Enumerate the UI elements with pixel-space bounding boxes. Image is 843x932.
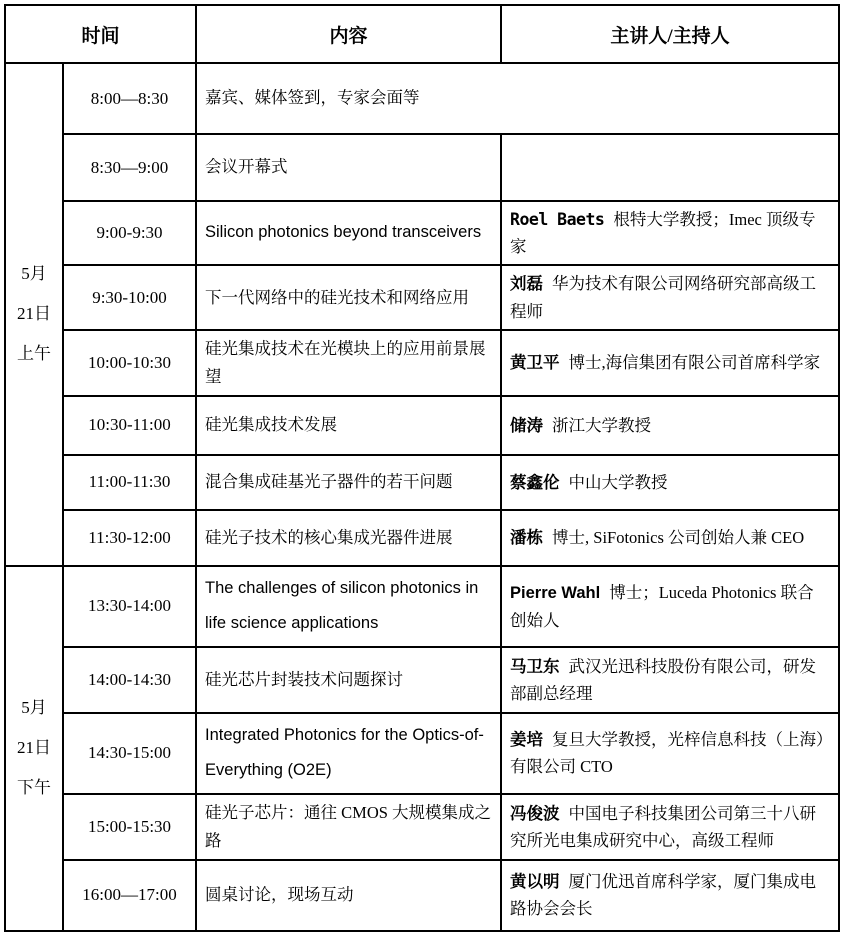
content-cell: 会议开幕式	[196, 134, 501, 201]
content-cell: 圆桌讨论，现场互动	[196, 860, 501, 931]
speaker-desc: 博士,海信集团有限公司首席科学家	[568, 353, 821, 373]
date-line: 下午	[17, 778, 51, 798]
content-cell: 硅光芯片封装技术问题探讨	[196, 647, 501, 713]
speaker-name: Pierre Wahl	[510, 583, 601, 602]
time-cell: 16:00—17:00	[63, 860, 196, 931]
speaker-name: 姜培	[510, 730, 544, 750]
speaker-desc: 中国电子科技集团公司第三十八研究所光电集成研究中心，高级工程师	[510, 803, 817, 850]
time-cell: 11:30-12:00	[63, 510, 196, 566]
speaker-cell	[501, 647, 839, 713]
speaker-desc: 华为技术有限公司网络研究部高级工程师	[510, 274, 817, 321]
content-cell: 嘉宾、媒体签到，专家会面等	[196, 63, 839, 134]
date-cell-morning	[5, 63, 63, 566]
speaker-desc: 厦门优迅首席科学家，厦门集成电路协会会长	[510, 872, 817, 919]
header-row	[5, 5, 839, 63]
content-cell: 硅光子技术的核心集成光器件进展	[196, 510, 501, 566]
speaker-cell	[501, 265, 839, 329]
table-row	[5, 265, 839, 329]
time-cell: 15:00-15:30	[63, 794, 196, 860]
time-cell: 8:00—8:30	[63, 63, 196, 134]
table-row	[5, 455, 839, 510]
speaker-cell	[501, 330, 839, 396]
table-row	[5, 63, 839, 134]
speaker-name: 马卫东	[510, 656, 560, 676]
time-cell: 11:00-11:30	[63, 455, 196, 510]
content-cell: 下一代网络中的硅光技术和网络应用	[196, 265, 501, 329]
header-content: 内容	[196, 5, 501, 63]
date-line: 21日	[17, 738, 51, 758]
time-cell: 10:30-11:00	[63, 396, 196, 455]
speaker-desc: 武汉光迅科技股份有限公司，研发部副总经理	[510, 656, 817, 703]
content-cell: 硅光集成技术在光模块上的应用前景展望	[196, 330, 501, 396]
schedule-table	[4, 4, 840, 932]
table-row	[5, 510, 839, 566]
time-cell: 8:30—9:00	[63, 134, 196, 201]
speaker-cell	[501, 794, 839, 860]
speaker-name: 蔡鑫伦	[510, 472, 560, 492]
speaker-desc: 博士, SiFotonics 公司创始人兼 CEO	[552, 528, 805, 548]
time-cell: 10:00-10:30	[63, 330, 196, 396]
speaker-name: Roel Baets	[510, 210, 605, 229]
speaker-desc: 中山大学教授	[568, 472, 668, 492]
speaker-desc: 博士；Luceda Photonics 联合创始人	[510, 582, 814, 630]
table-row	[5, 330, 839, 396]
table-row	[5, 396, 839, 455]
speaker-cell	[501, 510, 839, 566]
content-cell: 硅光子芯片：通往 CMOS 大规模集成之路	[196, 794, 501, 860]
speaker-name: 储涛	[510, 415, 544, 435]
time-cell: 14:00-14:30	[63, 647, 196, 713]
date-line: 21日	[17, 304, 51, 324]
speaker-cell	[501, 860, 839, 931]
speaker-cell	[501, 713, 839, 794]
header-time: 时间	[5, 5, 196, 63]
speaker-cell	[501, 396, 839, 455]
speaker-name: 刘磊	[510, 274, 544, 294]
table-row	[5, 713, 839, 794]
speaker-cell	[501, 201, 839, 265]
speaker-cell	[501, 134, 839, 201]
content-cell: Silicon photonics beyond transceivers	[196, 201, 501, 265]
speaker-cell	[501, 566, 839, 647]
table-row	[5, 860, 839, 931]
time-cell: 9:00-9:30	[63, 201, 196, 265]
table-row	[5, 134, 839, 201]
speaker-desc: 根特大学教授；Imec 顶级专家	[510, 210, 816, 257]
table-row	[5, 566, 839, 647]
date-line: 5月	[21, 264, 47, 284]
speaker-name: 黄卫平	[510, 353, 560, 373]
table-row	[5, 201, 839, 265]
speaker-name: 冯俊波	[510, 803, 560, 823]
table-row	[5, 647, 839, 713]
content-cell: 硅光集成技术发展	[196, 396, 501, 455]
speaker-desc: 浙江大学教授	[552, 415, 652, 435]
speaker-name: 潘栋	[510, 528, 544, 548]
speaker-desc: 复旦大学教授，光梓信息科技（上海）有限公司 CTO	[510, 730, 825, 777]
date-line: 5月	[21, 698, 47, 718]
time-cell: 9:30-10:00	[63, 265, 196, 329]
time-cell: 13:30-14:00	[63, 566, 196, 647]
speaker-name: 黄以明	[510, 872, 560, 892]
date-line: 上午	[17, 344, 51, 364]
table-row	[5, 794, 839, 860]
time-cell: 14:30-15:00	[63, 713, 196, 794]
content-cell: 混合集成硅基光子器件的若干问题	[196, 455, 501, 510]
speaker-cell	[501, 455, 839, 510]
date-cell-afternoon	[5, 566, 63, 931]
content-cell: Integrated Photonics for the Optics-of-Everything (O2E)	[196, 713, 501, 794]
header-speaker: 主讲人/主持人	[501, 5, 839, 63]
content-cell: The challenges of silicon photonics in life science applications	[196, 566, 501, 647]
